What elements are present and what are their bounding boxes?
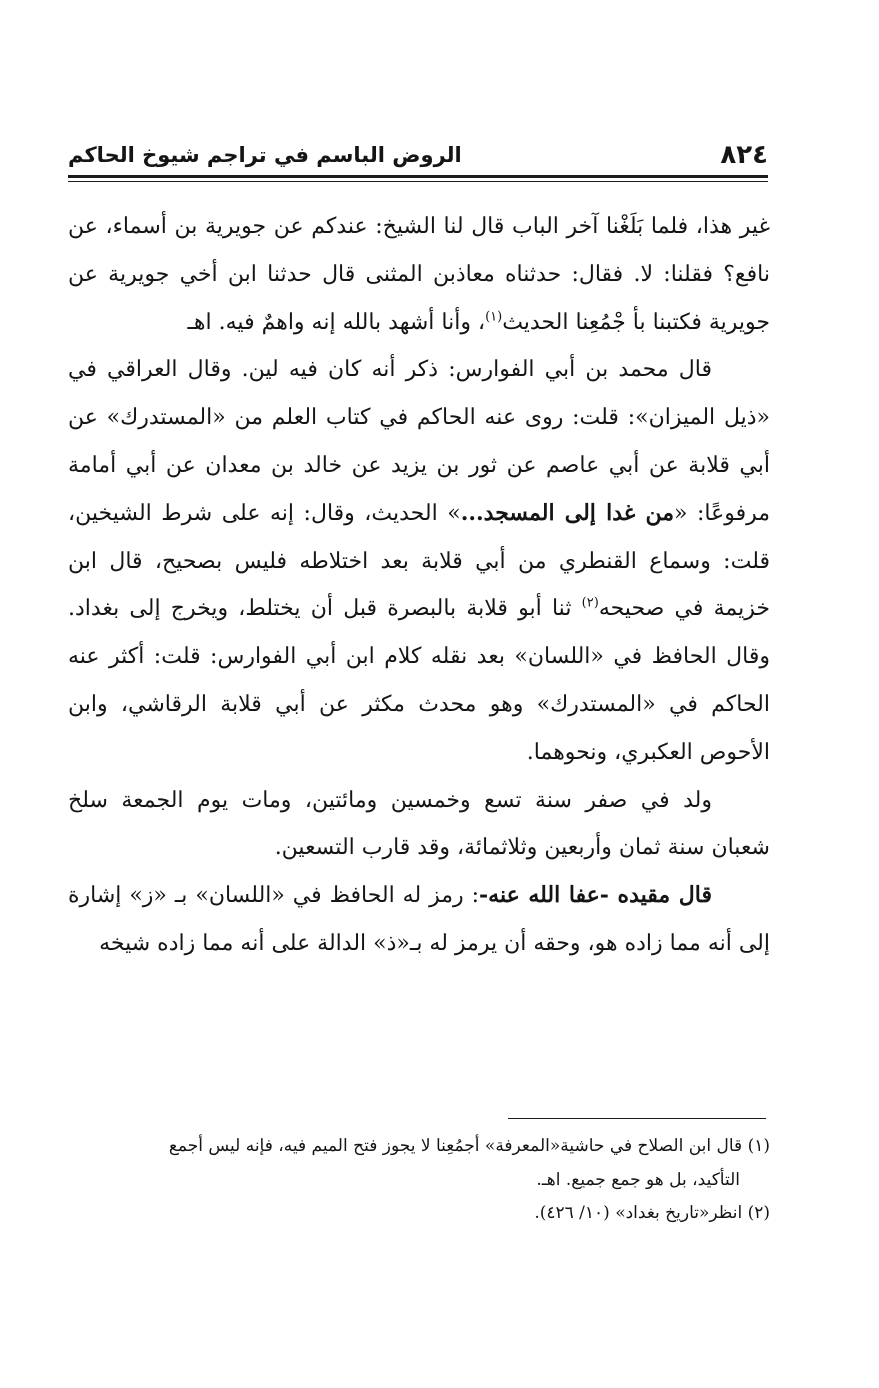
paragraph-1: [68, 203, 770, 346]
paragraph-4-text: : رمز له الحافظ في «اللسان» بـ «ز» إشارة إلى أنه مما زاده هو، وحقه أن يرمز له بـ«ذ» الدالة على أنه مما زاده شيخه: [68, 883, 770, 956]
paragraph-1-text: غير هذا، فلما بَلَغْنا آخر الباب قال لنا الشيخ: عندكم عن جويرية بن أسماء، عن نافع؟ فقلنا: لا. فقال: حدثناه معاذبن المثنى قال حدثنا ابن أخي جويرية عن جويرية فكتبنا بأ جْمُعِنا الحديث: [68, 214, 770, 335]
paragraph-2-text-b: » الحديث، وقال: إنه على شرط الشيخين، قلت: وسماع القنطري من أبي قلابة بعد اختلاطه فليس بصحيح، قال ابن خزيمة في صحيحه: [68, 500, 770, 622]
main-text: [68, 203, 770, 968]
footnote-1: (١) قال ابن الصلاح في حاشية«المعرفة» أجمُعِنا لا يجوز فتح الميم فيه، فإنه ليس أجمع: [168, 1136, 770, 1156]
paragraph-3: ولد في صفر سنة تسع وخمسين ومائتين، ومات يوم الجمعة سلخ شعبان سنة ثمان وأربعين وثلاثمائة، وقد قارب التسعين.: [68, 787, 770, 861]
footnotes: [68, 1130, 770, 1231]
paragraph-4: [68, 872, 770, 968]
footnote-separator: [508, 1118, 766, 1119]
hadith-quote: من غدا إلى المسجد...: [460, 499, 674, 526]
header-rule-thick: [68, 175, 768, 178]
paragraph-4-lead: قال مقيده -عفا الله عنه-: [479, 882, 712, 909]
page-header: [68, 138, 768, 172]
paragraph-2-text-c: ثنا أبو قلابة بالبصرة قبل أن يختلط، ويخرج إلى بغداد. وقال الحافظ في «اللسان» بعد نقله كلام ابن أبي الفوارس: قلت: أكثر عنه الحاكم في «المستدرك» وهو محدث مكثر عن أبي قلابة الرقاشي، وابن الأحوص العكبري، ونحوهما.: [68, 596, 770, 765]
paragraph-1-end: ، وأنا أشهد بالله إنه واهمٌ فيه. اهـ: [187, 309, 486, 335]
footnote-ref-2: (٢): [581, 596, 599, 612]
paragraph-2: [68, 346, 770, 776]
footnote-2: (٢) انظر«تاريخ بغداد» (١٠/ ٤٢٦).: [534, 1203, 770, 1223]
paragraph-2-text-a: قال محمد بن أبي الفوارس: ذكر أنه كان فيه لين. وقال العراقي في «ذيل الميزان»: قلت: روى عنه الحاكم في كتاب العلم من «المستدرك» عن أبي قلابة عن أبي عاصم عن ثور بن يزيد عن خالد بن معدان عن أبي أمامة مرفوعًا: «: [68, 357, 771, 526]
header-rule-thin: [68, 181, 768, 182]
page-number: ٨٢٤: [720, 140, 768, 170]
running-title: الروض الباسم في تراجم شيوخ الحاكم: [68, 143, 462, 167]
footnote-ref-1: (١): [485, 309, 503, 325]
footnote-1-continued: التأكيد، بل هو جمع جميع. اهـ.: [536, 1169, 740, 1190]
